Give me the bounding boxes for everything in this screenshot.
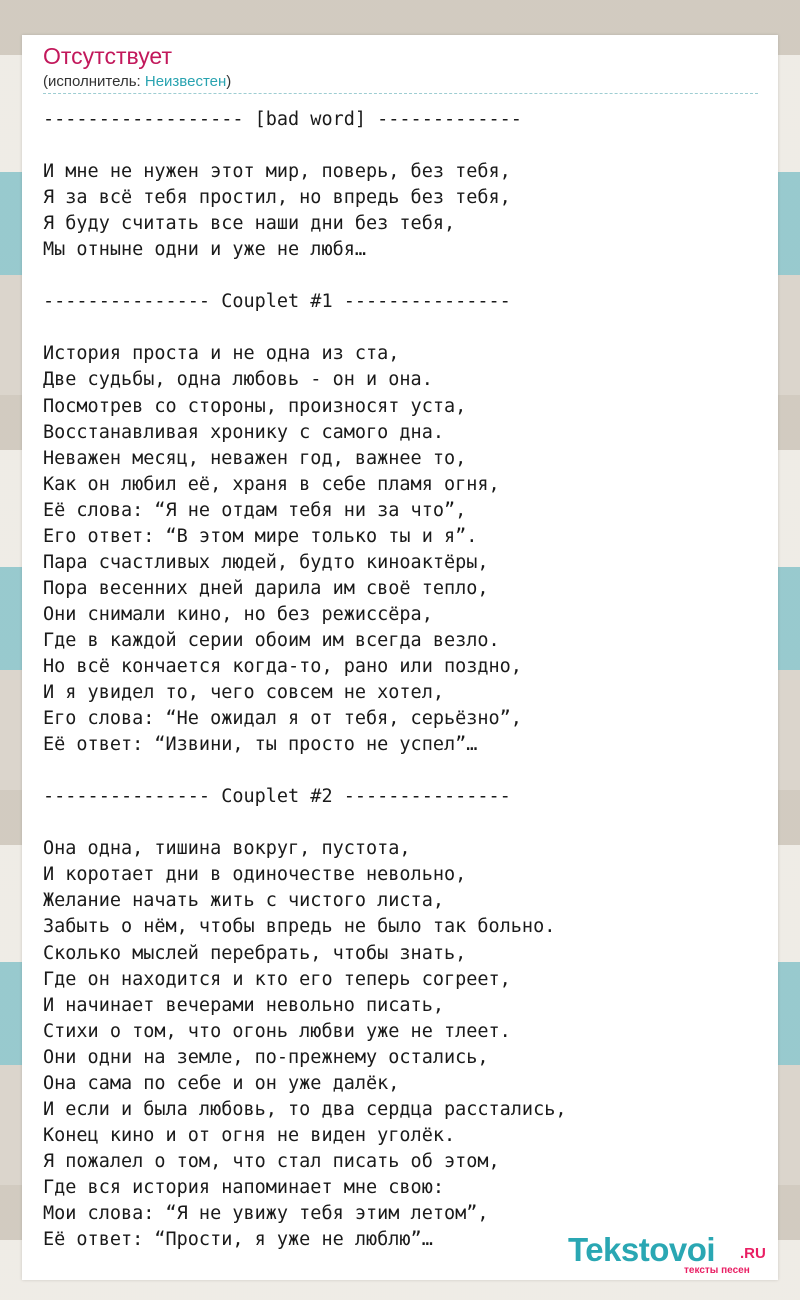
artist-suffix: ) — [226, 73, 232, 90]
logo-wordmark: Tekstovoi — [568, 1231, 716, 1268]
artist-link[interactable]: Неизвестен — [144, 73, 227, 90]
logo-domain: .RU — [740, 1245, 766, 1262]
lyrics-card — [22, 35, 778, 1280]
lyrics-text: ------------------ [bad word] ------------- И мне не нужен этот мир, поверь, без тебя, Я за всё тебя простил, но впредь без тебя, Я буду считать все наши дни без тебя, Мы отныне одни и уже не любя… --------------- Couplet #1 --------------- История проста и не одна из ста, Две судьбы, одна любовь - он и она. Посмотрев со стороны, произносят уста, Восстанавливая хронику с самого дна. Неважен месяц, неважен год, важнее то, Как он любил её, храня в себе пламя огня, Её слова: “Я не отдам тебя ни за что”, Его ответ: “В этом мире только ты и я”. Пара счастливых людей, будто киноактёры, Пора весенних дней дарила им своё тепло, Они снимали кино, но без режиссёра, Где в каждой серии обоим им всегда везло. Но всё кончается когда-то, рано или поздно, И я увидел то, чего совсем не хотел, Его слова: “Не ожидал я от тебя, серьёзно”, Её ответ: “Извини, ты просто не успел”… --------------- Couplet #2 --------------- Она одна, тишина вокруг, пустота, И коротает дни в одиночестве невольно, Желание начать жить с чистого листа, Забыть о нём, чтобы впредь не было так больно. Сколько мыслей перебрать, чтобы знать, Где он находится и кто его теперь согреет, И начинает вечерами невольно писать, Стихи о том, что огонь любви уже не тлеет. Они одни на земле, по-прежнему остались, Она сама по себе и он уже далёк, И если и была любовь, то два сердца расстались, Конец кино и от огня не виден уголёк. Я пожалел о том, что стал писать об этом, Где вся история напоминает мне свою: Мои слова: “Я не увижу тебя этим летом”, Её ответ: “Прости, я уже не люблю”… — [43, 109, 567, 1251]
artist-line — [43, 73, 231, 90]
site-logo[interactable] — [568, 1231, 778, 1279]
song-title: Отсутствует — [43, 43, 172, 69]
logo-tagline: тексты песен — [684, 1265, 750, 1276]
title-divider — [43, 93, 758, 94]
artist-prefix: (исполнитель: — [43, 73, 145, 90]
